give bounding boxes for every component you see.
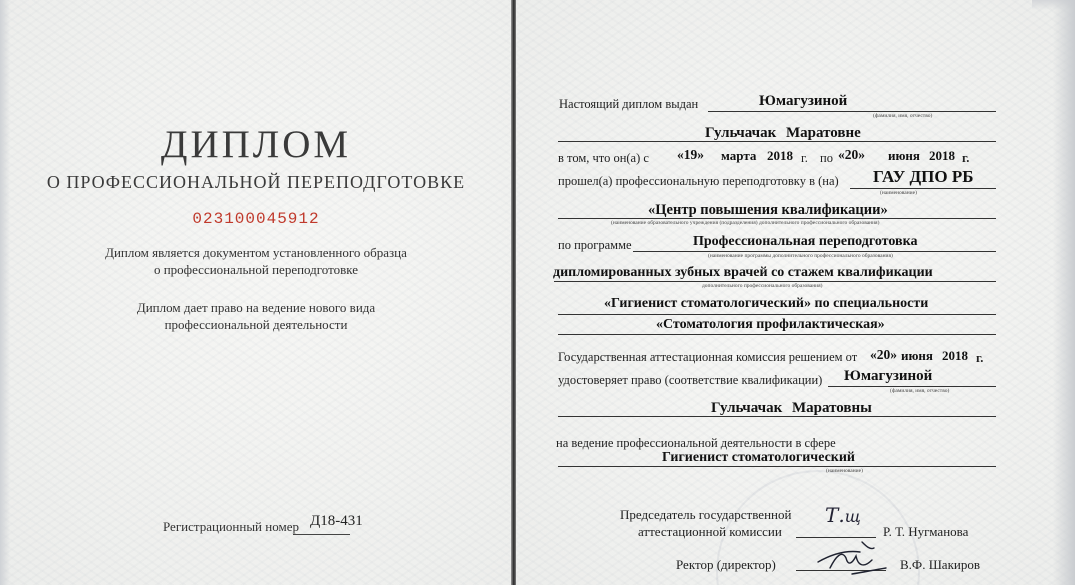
note2-line2: профессиональной деятельности [164,317,348,332]
registration-number: Д18-431 [310,513,363,529]
institution-underline [850,188,996,189]
diploma-right-page [516,0,1075,585]
period-end-day: «20» [838,147,865,162]
commission-year-suffix: г. [976,351,984,365]
chair-signature: Т.щ [825,503,861,527]
note2-line1: Диплом дает право на ведение нового вида [136,300,376,315]
training-label: прошел(а) профессиональную переподготовку в (на) [558,174,839,188]
caption-name: (наименование) [880,190,917,196]
period-start-year: 2018 [767,148,793,163]
commission-month: июня [901,348,933,363]
note1-line2: о профессиональной переподготовке [153,262,359,277]
caption-program: (наименование программы дополнительного профессионального образования) [708,253,893,259]
center-name: «Центр повышения квалификации» [648,202,888,218]
program-line2: дипломированных зубных врачей со стажем квалификации [553,265,933,280]
commission-day: «20» [870,347,897,362]
diploma-left-page [0,0,512,585]
period-end-year: 2018 [929,148,955,163]
page-edge-shadow [1053,0,1075,585]
caption-unit: (наименование образовательного учреждения (подразделения) дополнительного профессионального образования) [611,220,880,226]
program-line4-underline [558,334,996,335]
chair-label-line2: аттестационной комиссии [638,524,782,539]
commission-year: 2018 [942,348,968,363]
program-line2-underline [554,281,996,282]
period-end-month: июня [888,148,920,163]
institution: ГАУ ДПО РБ [873,167,974,186]
program-line1: Профессиональная переподготовка [693,234,918,249]
period-start-day: «19» [677,147,704,162]
program-underline [633,251,996,252]
chair-label-line1: Председатель государственной [620,507,792,522]
surname2: Юмагузиной [844,368,933,384]
caption-fio: (фамилия, имя, отчество) [873,113,933,119]
issued-label: Настоящий диплом выдан [559,97,699,111]
program-line3-underline [558,314,996,315]
rector-name: В.Ф. Шакиров [900,557,980,572]
program-line4: «Стоматология профилактическая» [656,317,885,332]
registration-label: Регистрационный номер [163,519,299,534]
certifies-label: удостоверяет право (соответствие квалификации) [558,373,823,387]
chair-name: Р. Т. Нугманова [883,524,969,539]
rector-signature [812,536,892,581]
period-prefix: в том, что он(а) с [558,151,649,165]
program-label: по программе [558,238,632,252]
period-to: по [820,151,833,165]
diploma-subtitle: О ПРОФЕССИОНАЛЬНОЙ ПЕРЕПОДГОТОВКЕ [46,172,466,192]
registration-underline [293,534,350,535]
surname2-underline [828,386,996,387]
field-value: Гигиенист стоматологический [662,450,855,465]
diploma-title: ДИПЛОМ [160,123,352,166]
caption-fio2: (фамилия, имя, отчество) [890,388,950,394]
commission-label: Государственная аттестационная комиссия решением от [558,350,858,364]
caption-name2: (наименование) [826,468,863,474]
name-patronymic2: Гульчачак Маратовны [711,400,872,416]
field-underline [558,466,996,467]
period-end-year-suffix: г. [962,151,970,165]
rector-label: Ректор (директор) [676,557,776,572]
name-patronymic: Гульчачак Маратовне [705,125,861,141]
caption-program2: дополнительного профессионального образования) [702,283,823,289]
surname: Юмагузиной [759,93,848,109]
period-start-month: марта [721,148,757,163]
note1-line1: Диплом является документом установленного образца [105,245,407,260]
page-edge-shadow [0,0,10,585]
program-line3: «Гигиенист стоматологический» по специальности [604,296,929,311]
surname-underline [708,111,996,112]
period-start-year-suffix: г. [801,151,808,165]
serial-number: 023100045912 [192,210,320,228]
field-label: на ведение профессиональной деятельности в сфере [556,436,836,450]
